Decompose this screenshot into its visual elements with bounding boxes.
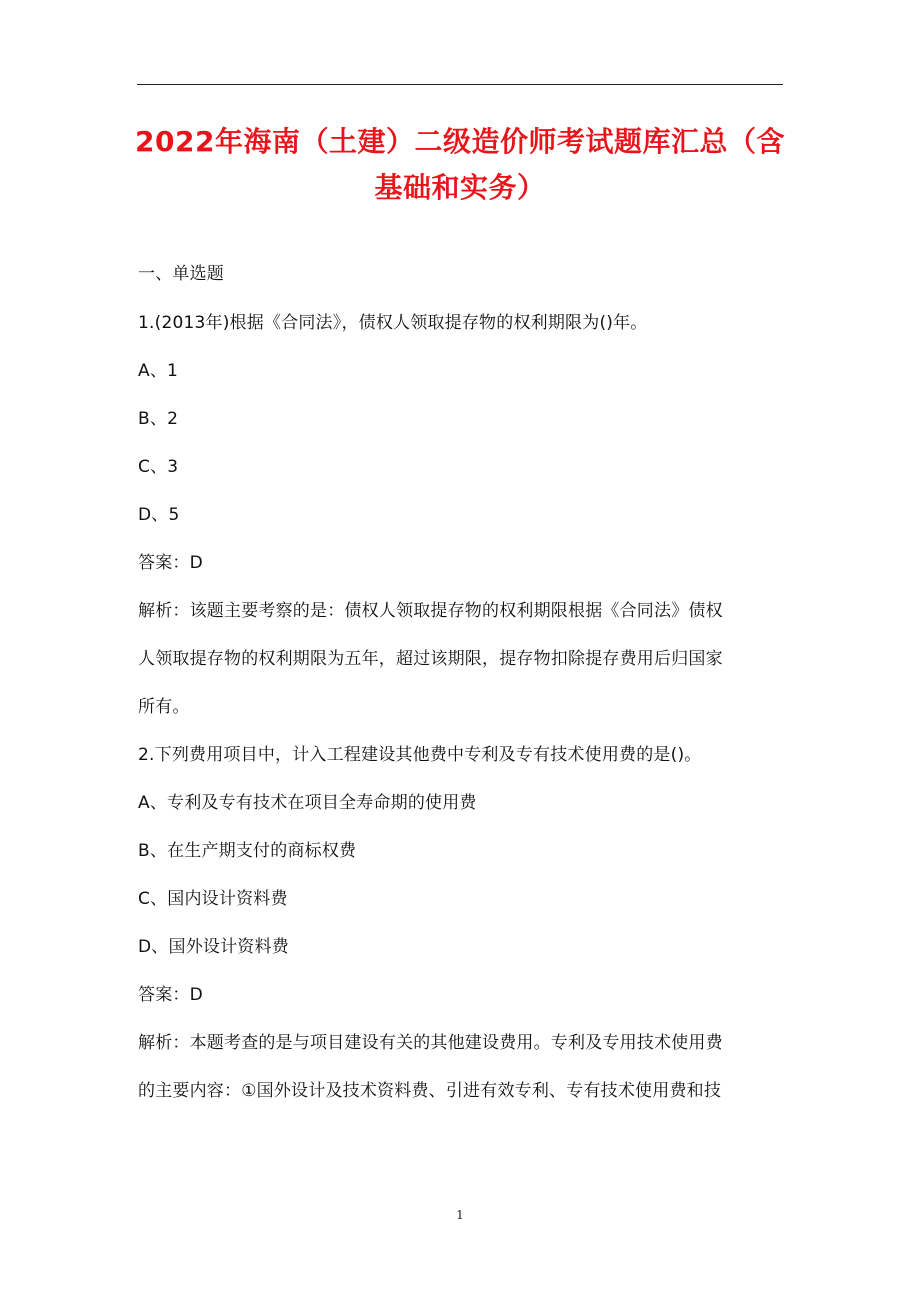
question-2-stem: 2.下列费用项目中，计入工程建设其他费中专利及专有技术使用费的是()。: [138, 745, 702, 765]
header-rule: [137, 84, 783, 85]
question-1-option-a: A、1: [138, 361, 179, 381]
question-1-option-d: D、5: [138, 505, 180, 525]
question-2-option-a: A、专利及专有技术在项目全寿命期的使用费: [138, 793, 477, 813]
question-1-answer: 答案：D: [138, 553, 203, 573]
question-2-option-c: C、国内设计资料费: [138, 889, 288, 909]
page-number: 1: [456, 1208, 464, 1222]
document-title-line-1: 2022年海南（土建）二级造价师考试题库汇总（含: [135, 125, 785, 158]
document-title-line-2: 基础和实务）: [374, 171, 546, 204]
section-heading: 一、单选题: [138, 264, 224, 284]
question-2-option-b: B、在生产期支付的商标权费: [138, 841, 357, 861]
question-1-option-c: C、3: [138, 457, 179, 477]
question-1-analysis-line-2: 人领取提存物的权利期限为五年，超过该期限，提存物扣除提存费用后归国家: [138, 649, 723, 669]
question-2-answer: 答案：D: [138, 985, 203, 1005]
question-2-analysis-line-1: 解析：本题考查的是与项目建设有关的其他建设费用。专利及专用技术使用费: [138, 1033, 723, 1053]
question-1-analysis-line-1: 解析：该题主要考察的是：债权人领取提存物的权利期限根据《合同法》债权: [138, 601, 723, 621]
question-1-analysis-line-3: 所有。: [138, 697, 190, 717]
question-1-option-b: B、2: [138, 409, 179, 429]
question-2-analysis-line-2: 的主要内容：①国外设计及技术资料费、引进有效专利、专有技术使用费和技: [138, 1081, 722, 1101]
question-2-option-d: D、国外设计资料费: [138, 937, 289, 957]
question-1-stem: 1.(2013年)根据《合同法》，债权人领取提存物的权利期限为()年。: [138, 313, 648, 333]
